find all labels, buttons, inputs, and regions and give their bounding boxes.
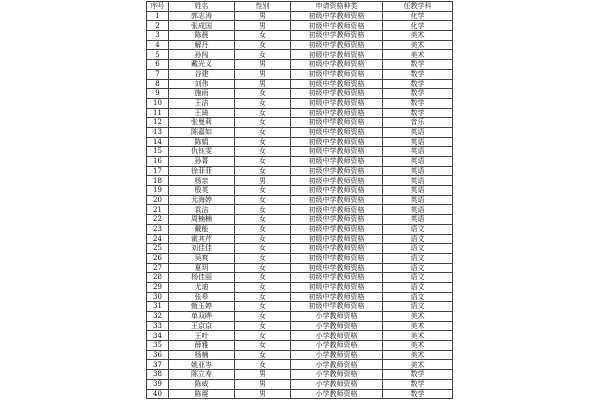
cell-qualification-type: 初级中学教师资格 <box>291 11 383 21</box>
table-row <box>147 118 453 128</box>
cell-qualification-type: 初级中学教师资格 <box>291 98 383 108</box>
header-subject: 任教学科 <box>383 2 453 12</box>
cell-index: 14 <box>147 137 169 147</box>
cell-name: 单双晔 <box>169 312 235 322</box>
table-row <box>147 50 453 60</box>
cell-gender: 男 <box>235 370 291 380</box>
cell-gender: 女 <box>235 40 291 50</box>
table-row <box>147 379 453 389</box>
table-row <box>147 31 453 41</box>
table-row <box>147 292 453 302</box>
table-row <box>147 176 453 186</box>
cell-subject: 美术 <box>383 312 453 322</box>
cell-qualification-type: 初级中学教师资格 <box>291 302 383 312</box>
cell-qualification-type: 初级中学教师资格 <box>291 176 383 186</box>
header-name: 姓名 <box>169 2 235 12</box>
cell-gender: 女 <box>235 98 291 108</box>
cell-subject: 语文 <box>383 263 453 273</box>
table-row <box>147 282 453 292</box>
cell-qualification-type: 小学教师资格 <box>291 312 383 322</box>
cell-name: 尤迪 <box>169 282 235 292</box>
cell-qualification-type: 初级中学教师资格 <box>291 282 383 292</box>
cell-gender: 女 <box>235 137 291 147</box>
table-row <box>147 40 453 50</box>
cell-subject: 语文 <box>383 273 453 283</box>
cell-gender: 女 <box>235 224 291 234</box>
cell-gender: 男 <box>235 69 291 79</box>
cell-index: 32 <box>147 312 169 322</box>
cell-index: 10 <box>147 98 169 108</box>
cell-name: 陈立寿 <box>169 370 235 380</box>
cell-qualification-type: 小学教师资格 <box>291 350 383 360</box>
table-row <box>147 98 453 108</box>
cell-qualification-type: 初级中学教师资格 <box>291 205 383 215</box>
cell-subject: 美术 <box>383 31 453 41</box>
cell-index: 40 <box>147 389 169 399</box>
cell-subject: 音乐 <box>383 118 453 128</box>
cell-subject: 数学 <box>383 98 453 108</box>
table-row <box>147 302 453 312</box>
cell-gender: 女 <box>235 89 291 99</box>
cell-name: 杨佳丽 <box>169 273 235 283</box>
cell-index: 23 <box>147 224 169 234</box>
cell-gender: 女 <box>235 205 291 215</box>
cell-name: 陈嘉如 <box>169 127 235 137</box>
cell-index: 27 <box>147 263 169 273</box>
table-row <box>147 273 453 283</box>
table-row <box>147 69 453 79</box>
cell-gender: 女 <box>235 234 291 244</box>
cell-qualification-type: 初级中学教师资格 <box>291 127 383 137</box>
cell-subject: 数学 <box>383 69 453 79</box>
table-row <box>147 389 453 399</box>
cell-name: 谷建 <box>169 69 235 79</box>
cell-qualification-type: 初级中学教师资格 <box>291 263 383 273</box>
cell-qualification-type: 小学教师资格 <box>291 370 383 380</box>
header-qualification-type: 申请资格种类 <box>291 2 383 12</box>
cell-qualification-type: 初级中学教师资格 <box>291 244 383 254</box>
cell-index: 35 <box>147 341 169 351</box>
cell-subject: 语文 <box>383 292 453 302</box>
cell-gender: 女 <box>235 195 291 205</box>
cell-qualification-type: 初级中学教师资格 <box>291 166 383 176</box>
cell-qualification-type: 小学教师资格 <box>291 321 383 331</box>
cell-gender: 女 <box>235 312 291 322</box>
table-row <box>147 166 453 176</box>
cell-gender: 男 <box>235 389 291 399</box>
table-row <box>147 341 453 351</box>
cell-qualification-type: 初级中学教师资格 <box>291 215 383 225</box>
cell-gender: 女 <box>235 50 291 60</box>
table-row <box>147 108 453 118</box>
table-row <box>147 360 453 370</box>
cell-index: 24 <box>147 234 169 244</box>
cell-gender: 女 <box>235 118 291 128</box>
cell-name: 施雨 <box>169 89 235 99</box>
cell-index: 4 <box>147 40 169 50</box>
cell-name: 张曼莉 <box>169 118 235 128</box>
cell-subject: 语文 <box>383 234 453 244</box>
cell-index: 29 <box>147 282 169 292</box>
cell-subject: 美术 <box>383 360 453 370</box>
cell-subject: 英语 <box>383 157 453 167</box>
cell-name: 杨亲 <box>169 176 235 186</box>
cell-qualification-type: 初级中学教师资格 <box>291 108 383 118</box>
cell-gender: 男 <box>235 60 291 70</box>
cell-index: 15 <box>147 147 169 157</box>
cell-subject: 语文 <box>383 282 453 292</box>
cell-gender: 女 <box>235 31 291 41</box>
cell-subject: 英语 <box>383 166 453 176</box>
cell-index: 31 <box>147 302 169 312</box>
cell-subject: 美术 <box>383 341 453 351</box>
cell-index: 9 <box>147 89 169 99</box>
cell-gender: 女 <box>235 273 291 283</box>
cell-index: 18 <box>147 176 169 186</box>
cell-qualification-type: 初级中学教师资格 <box>291 31 383 41</box>
cell-qualification-type: 初级中学教师资格 <box>291 21 383 31</box>
cell-index: 19 <box>147 186 169 196</box>
cell-subject: 数学 <box>383 370 453 380</box>
cell-name: 王京京 <box>169 321 235 331</box>
cell-name: 孙闯 <box>169 50 235 60</box>
table-header-row <box>147 2 453 12</box>
cell-gender: 女 <box>235 282 291 292</box>
cell-gender: 女 <box>235 186 291 196</box>
cell-subject: 数学 <box>383 379 453 389</box>
cell-qualification-type: 初级中学教师资格 <box>291 50 383 60</box>
cell-gender: 男 <box>235 21 291 31</box>
cell-index: 13 <box>147 127 169 137</box>
table-row <box>147 350 453 360</box>
cell-subject: 数学 <box>383 60 453 70</box>
cell-qualification-type: 初级中学教师资格 <box>291 40 383 50</box>
cell-gender: 男 <box>235 11 291 21</box>
cell-name: 甄玉婷 <box>169 302 235 312</box>
cell-name: 戴能 <box>169 224 235 234</box>
table-row <box>147 11 453 21</box>
cell-index: 3 <box>147 31 169 41</box>
cell-qualification-type: 初级中学教师资格 <box>291 253 383 263</box>
cell-qualification-type: 初级中学教师资格 <box>291 89 383 99</box>
cell-name: 王叶 <box>169 331 235 341</box>
cell-subject: 美术 <box>383 321 453 331</box>
cell-name: 徐菲菲 <box>169 166 235 176</box>
cell-name: 孙菁 <box>169 157 235 167</box>
cell-subject: 数学 <box>383 389 453 399</box>
cell-qualification-type: 初级中学教师资格 <box>291 157 383 167</box>
cell-gender: 男 <box>235 79 291 89</box>
cell-qualification-type: 初级中学教师资格 <box>291 195 383 205</box>
cell-subject: 美术 <box>383 40 453 50</box>
applicant-table <box>146 1 453 399</box>
cell-gender: 男 <box>235 379 291 389</box>
document-sheet <box>146 1 452 399</box>
table-row <box>147 253 453 263</box>
cell-subject: 语文 <box>383 302 453 312</box>
table-row <box>147 60 453 70</box>
cell-qualification-type: 初级中学教师资格 <box>291 147 383 157</box>
table-row <box>147 147 453 157</box>
cell-index: 21 <box>147 205 169 215</box>
cell-index: 16 <box>147 157 169 167</box>
cell-gender: 女 <box>235 157 291 167</box>
table-row <box>147 21 453 31</box>
cell-qualification-type: 小学教师资格 <box>291 389 383 399</box>
cell-name: 袁洁 <box>169 205 235 215</box>
cell-index: 25 <box>147 244 169 254</box>
cell-qualification-type: 初级中学教师资格 <box>291 234 383 244</box>
cell-subject: 美术 <box>383 50 453 60</box>
cell-index: 20 <box>147 195 169 205</box>
cell-subject: 英语 <box>383 215 453 225</box>
table-row <box>147 186 453 196</box>
cell-name: 夏玥 <box>169 263 235 273</box>
cell-subject: 英语 <box>383 186 453 196</box>
cell-gender: 女 <box>235 253 291 263</box>
table-row <box>147 215 453 225</box>
table-row <box>147 195 453 205</box>
cell-subject: 美术 <box>383 350 453 360</box>
cell-gender: 女 <box>235 108 291 118</box>
cell-qualification-type: 初级中学教师资格 <box>291 79 383 89</box>
cell-name: 尤海婷 <box>169 195 235 205</box>
cell-name: 解丹 <box>169 40 235 50</box>
cell-name: 薛雅 <box>169 341 235 351</box>
table-row <box>147 157 453 167</box>
cell-index: 36 <box>147 350 169 360</box>
cell-name: 王琦 <box>169 108 235 118</box>
cell-subject: 语文 <box>383 253 453 263</box>
cell-index: 11 <box>147 108 169 118</box>
cell-qualification-type: 小学教师资格 <box>291 341 383 351</box>
table-row <box>147 234 453 244</box>
cell-gender: 女 <box>235 292 291 302</box>
cell-gender: 女 <box>235 244 291 254</box>
cell-qualification-type: 初级中学教师资格 <box>291 69 383 79</box>
cell-qualification-type: 初级中学教师资格 <box>291 186 383 196</box>
cell-qualification-type: 初级中学教师资格 <box>291 137 383 147</box>
cell-gender: 女 <box>235 350 291 360</box>
cell-index: 38 <box>147 370 169 380</box>
cell-name: 刘佳佳 <box>169 244 235 254</box>
cell-subject: 英语 <box>383 195 453 205</box>
cell-index: 1 <box>147 11 169 21</box>
cell-index: 17 <box>147 166 169 176</box>
table-row <box>147 321 453 331</box>
cell-gender: 女 <box>235 321 291 331</box>
cell-index: 26 <box>147 253 169 263</box>
cell-index: 22 <box>147 215 169 225</box>
cell-index: 30 <box>147 292 169 302</box>
cell-qualification-type: 初级中学教师资格 <box>291 292 383 302</box>
cell-name: 刘伟 <box>169 79 235 89</box>
cell-index: 12 <box>147 118 169 128</box>
cell-subject: 语文 <box>383 224 453 234</box>
cell-index: 7 <box>147 69 169 79</box>
table-row <box>147 89 453 99</box>
table-body <box>147 11 453 399</box>
cell-name: 戴光义 <box>169 60 235 70</box>
cell-index: 33 <box>147 321 169 331</box>
cell-subject: 英语 <box>383 127 453 137</box>
cell-subject: 化学 <box>383 11 453 21</box>
header-gender: 性别 <box>235 2 291 12</box>
cell-name: 姚亚岑 <box>169 360 235 370</box>
cell-qualification-type: 初级中学教师资格 <box>291 118 383 128</box>
table-row <box>147 205 453 215</box>
table-row <box>147 331 453 341</box>
cell-subject: 数学 <box>383 108 453 118</box>
cell-name: 霍其芹 <box>169 234 235 244</box>
table-row <box>147 127 453 137</box>
cell-gender: 女 <box>235 341 291 351</box>
cell-gender: 女 <box>235 127 291 137</box>
cell-name: 陈晨 <box>169 31 235 41</box>
cell-gender: 女 <box>235 331 291 341</box>
cell-gender: 男 <box>235 176 291 186</box>
cell-name: 陈震 <box>169 389 235 399</box>
cell-subject: 数学 <box>383 89 453 99</box>
cell-qualification-type: 小学教师资格 <box>291 379 383 389</box>
cell-name: 张皋 <box>169 292 235 302</box>
cell-subject: 美术 <box>383 331 453 341</box>
cell-index: 28 <box>147 273 169 283</box>
cell-qualification-type: 小学教师资格 <box>291 331 383 341</box>
cell-index: 6 <box>147 60 169 70</box>
cell-gender: 女 <box>235 302 291 312</box>
cell-index: 39 <box>147 379 169 389</box>
cell-index: 37 <box>147 360 169 370</box>
cell-name: 仇钰雯 <box>169 147 235 157</box>
cell-subject: 数学 <box>383 79 453 89</box>
table-row <box>147 224 453 234</box>
cell-index: 34 <box>147 331 169 341</box>
cell-name: 张成国 <box>169 21 235 31</box>
cell-gender: 女 <box>235 215 291 225</box>
cell-name: 殷英 <box>169 186 235 196</box>
table-row <box>147 312 453 322</box>
cell-subject: 化学 <box>383 21 453 31</box>
cell-name: 陈威 <box>169 379 235 389</box>
cell-index: 2 <box>147 21 169 31</box>
cell-subject: 语文 <box>383 244 453 254</box>
cell-index: 8 <box>147 79 169 89</box>
cell-gender: 女 <box>235 166 291 176</box>
cell-name: 王洁 <box>169 98 235 108</box>
cell-name: 陈娟 <box>169 137 235 147</box>
cell-qualification-type: 初级中学教师资格 <box>291 273 383 283</box>
cell-subject: 英语 <box>383 137 453 147</box>
cell-subject: 英语 <box>383 205 453 215</box>
cell-name: 杨楠 <box>169 350 235 360</box>
table-row <box>147 137 453 147</box>
cell-qualification-type: 小学教师资格 <box>291 360 383 370</box>
cell-name: 郭志涛 <box>169 11 235 21</box>
cell-name: 吴爽 <box>169 253 235 263</box>
cell-gender: 女 <box>235 263 291 273</box>
cell-qualification-type: 初级中学教师资格 <box>291 224 383 234</box>
cell-qualification-type: 初级中学教师资格 <box>291 60 383 70</box>
table-row <box>147 244 453 254</box>
table-row <box>147 79 453 89</box>
cell-index: 5 <box>147 50 169 60</box>
cell-gender: 女 <box>235 360 291 370</box>
cell-subject: 英语 <box>383 176 453 186</box>
header-index: 序号 <box>147 2 169 12</box>
cell-subject: 英语 <box>383 147 453 157</box>
table-row <box>147 263 453 273</box>
cell-name: 周楠楠 <box>169 215 235 225</box>
cell-gender: 女 <box>235 147 291 157</box>
table-row <box>147 370 453 380</box>
